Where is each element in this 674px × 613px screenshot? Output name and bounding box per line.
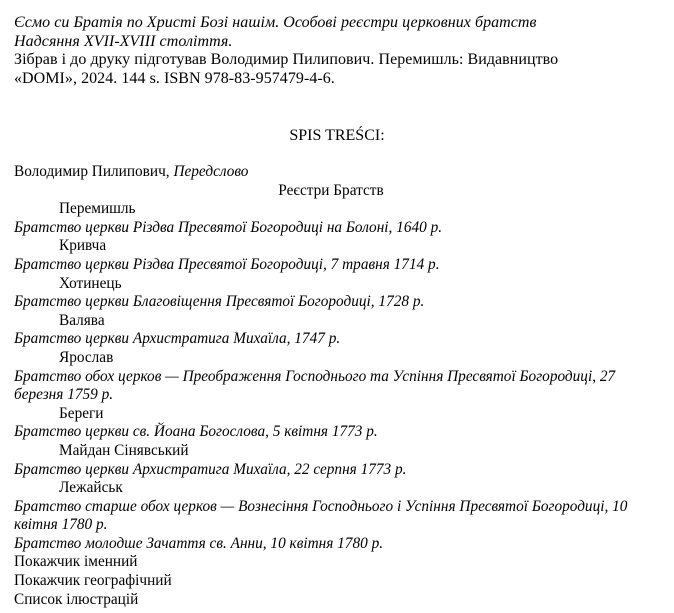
toc-list-illustrations: Список ілюстрацій	[14, 590, 139, 608]
toc-place: Валява	[59, 311, 105, 329]
bibliographic-record	[14, 14, 660, 88]
toc-index-names: Покажчик іменний	[14, 553, 138, 571]
toc-entry: Братство церкви св. Йоана Богослова, 5 квітня 1773 р.	[14, 423, 378, 441]
preface-author: Володимир Пилипович,	[14, 163, 174, 180]
toc-place: Майдан Сінявський	[59, 441, 189, 459]
publisher-line: «DOMI», 2024. 144 s. ISBN 978-83-957479-4-6.	[14, 69, 335, 87]
toc-place: Ярослав	[59, 348, 114, 366]
toc-place: Лежайськ	[59, 479, 123, 497]
toc-entry: Братство церкви Різдва Пресвятої Богородиці, 7 травня 1714 р.	[14, 255, 440, 273]
compiler-line: Зібрав і до друку підготував Володимир Пилипович. Перемишль: Видавництво	[14, 51, 559, 68]
toc-entry: Братство старше обох церков — Вознесіння Господнього і Успіння Пресвятої Богородиці, 10 квітня 1780 р.	[14, 497, 628, 534]
toc-entry: Братство церкви Благовіщення Пресвятої Богородиці, 1728 р.	[14, 293, 425, 311]
book-title-line-1: Єсмо си Братія по Христі Бозі нашім. Особові реєстри церковних братств	[14, 14, 537, 31]
toc-heading: SPIS TREŚCI:	[289, 127, 385, 144]
toc-entry: Братство церкви Різдва Пресвятої Богородиці на Болоні, 1640 р.	[14, 218, 443, 236]
toc-entry: Братство церкви Архистратига Михаїла, 22 серпня 1773 р.	[14, 460, 407, 478]
toc-entry: Братство церкви Архистратига Михаїла, 1747 р.	[14, 330, 341, 348]
table-of-contents	[14, 163, 664, 609]
toc-place: Кривча	[59, 237, 107, 255]
toc-section-title: Реєстри Братств	[278, 181, 384, 199]
toc-entry: Братство молодше Зачаття св. Анни, 10 квітня 1780 р.	[14, 534, 384, 552]
toc-place: Береги	[59, 404, 104, 422]
toc-index-places: Покажчик географічний	[14, 572, 172, 590]
toc-place: Перемишль	[59, 200, 136, 218]
toc-entry: Братство обох церков — Преображення Господнього та Успіння Пресвятої Богородиці, 27 березня 1759 р.	[14, 367, 616, 404]
toc-preface	[14, 163, 664, 182]
book-title-line-2: Надсяння XVII-XVIII століття.	[14, 32, 233, 50]
toc-place: Хотинець	[59, 274, 122, 292]
preface-label: Передслово	[173, 163, 249, 180]
